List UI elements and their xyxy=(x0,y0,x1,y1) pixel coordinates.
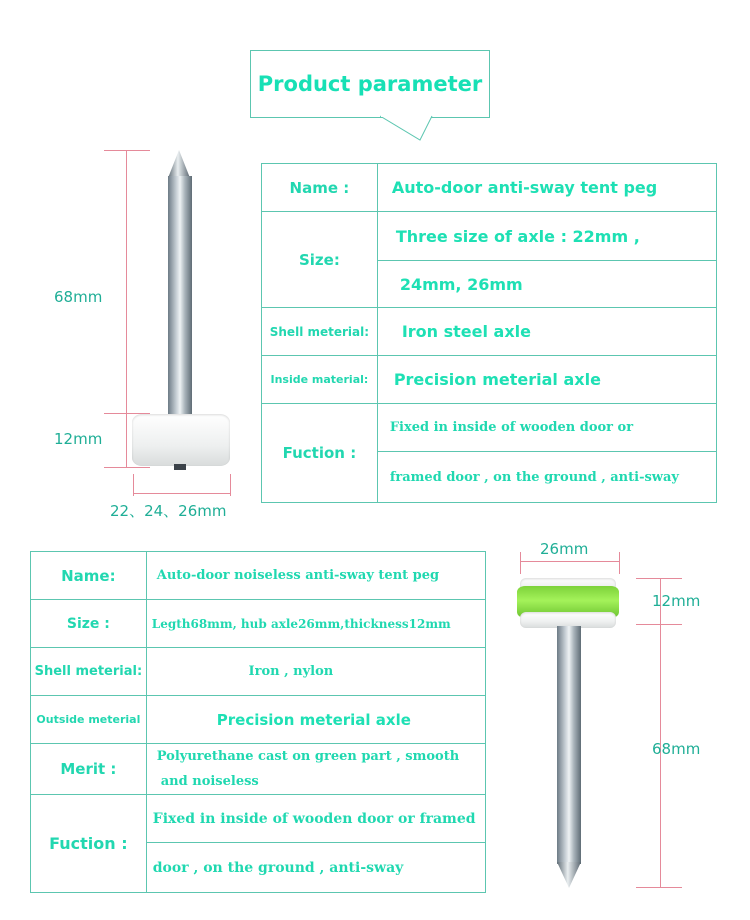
table-2-function-value-2: door , on the ground , anti-sway xyxy=(146,843,485,893)
callout-tail xyxy=(380,114,450,144)
table-2-name-value: Auto-door noiseless anti-sway tent peg xyxy=(146,552,485,600)
table-1-shell-value: Iron steel axle xyxy=(377,308,716,356)
table-1-row-inside xyxy=(262,356,717,404)
table-2-function-label: Fuction : xyxy=(31,795,147,893)
table-2-name-label: Name: xyxy=(31,552,147,600)
peg-2-diameter-label: 26mm xyxy=(540,540,589,558)
table-2-merit-value xyxy=(146,744,485,795)
table-1-row-size xyxy=(262,212,717,261)
table-1-function-value-2: framed door , on the ground , anti-sway xyxy=(377,452,716,503)
table-2-row-name xyxy=(31,552,486,600)
peg-1-dim-tick-bottom xyxy=(104,467,150,468)
table-2-size-value: Legth68mm, hub axle26mm,thickness12mm xyxy=(146,600,485,648)
table-1-size-value-1: Three size of axle : 22mm , xyxy=(377,212,716,261)
table-2-row-merit xyxy=(31,744,486,795)
table-1-size-label: Size: xyxy=(262,212,378,308)
table-2-function-value-1: Fixed in inside of wooden door or framed xyxy=(146,795,485,843)
table-2-shell-label: Shell meterial: xyxy=(31,648,147,696)
table-1-function-value-1: Fixed in inside of wooden door or xyxy=(377,404,716,452)
peg-2-dim-tick-top xyxy=(636,578,682,579)
table-1-row-shell xyxy=(262,308,717,356)
title-callout xyxy=(250,50,490,118)
table-1-row-name xyxy=(262,164,717,212)
peg-2-thickness-label: 12mm xyxy=(652,592,701,610)
table-1-size-value-2: 24mm, 26mm xyxy=(377,261,716,308)
peg-1-hub xyxy=(132,414,230,466)
peg-2-dim-tick-mid xyxy=(636,624,682,625)
table-2-row-outside xyxy=(31,696,486,744)
peg-1-horizontal-dim-line xyxy=(133,493,231,494)
table-1-function-label: Fuction : xyxy=(262,404,378,503)
peg-1-rod-end xyxy=(174,464,186,470)
table-2-merit-value-2: and noiseless xyxy=(160,774,259,789)
peg-1-hdim-tick-right xyxy=(230,474,231,496)
peg-1-thickness-label: 12mm xyxy=(54,430,103,448)
table-2-merit-value-1: Polyurethane cast on green part , smooth xyxy=(156,749,460,764)
peg-2-hdim-tick-left xyxy=(520,552,521,574)
table-2-shell-value: Iron , nylon xyxy=(146,648,485,696)
page-title: Product parameter xyxy=(257,72,483,96)
table-2-row-function xyxy=(31,795,486,843)
peg-1-hdim-tick-left xyxy=(133,474,134,496)
table-2-merit-label: Merit : xyxy=(31,744,147,795)
peg-2-horizontal-dim-line xyxy=(520,561,620,562)
peg-2-hdim-tick-right xyxy=(619,552,620,574)
table-1-inside-label: Inside material: xyxy=(262,356,378,404)
table-2-size-label: Size : xyxy=(31,600,147,648)
table-1-shell-label: Shell meterial: xyxy=(262,308,378,356)
table-1-name-label: Name : xyxy=(262,164,378,212)
table-1-inside-value: Precision meterial axle xyxy=(377,356,716,404)
peg-2-tip xyxy=(553,860,585,890)
table-2-outside-label: Outside meterial xyxy=(31,696,147,744)
table-1-name-value: Auto-door anti-sway tent peg xyxy=(377,164,716,212)
parameter-table-1 xyxy=(261,163,717,503)
peg-2-rod xyxy=(557,626,581,864)
table-2-row-shell xyxy=(31,648,486,696)
table-2-outside-value: Precision meterial axle xyxy=(146,696,485,744)
peg-1-dim-tick-mid xyxy=(104,413,150,414)
table-2-row-size xyxy=(31,600,486,648)
peg-1-diameter-label: 22、24、26mm xyxy=(110,502,227,520)
peg-1-vertical-dim-line xyxy=(126,150,127,468)
peg-2-length-label: 68mm xyxy=(652,740,701,758)
peg-1-length-label: 68mm xyxy=(54,288,103,306)
peg-1-dim-tick-top xyxy=(104,150,150,151)
peg-1-rod xyxy=(168,176,192,419)
table-1-row-function xyxy=(262,404,717,452)
peg-2-dim-tick-bottom xyxy=(636,887,682,888)
parameter-table-2 xyxy=(30,551,486,893)
